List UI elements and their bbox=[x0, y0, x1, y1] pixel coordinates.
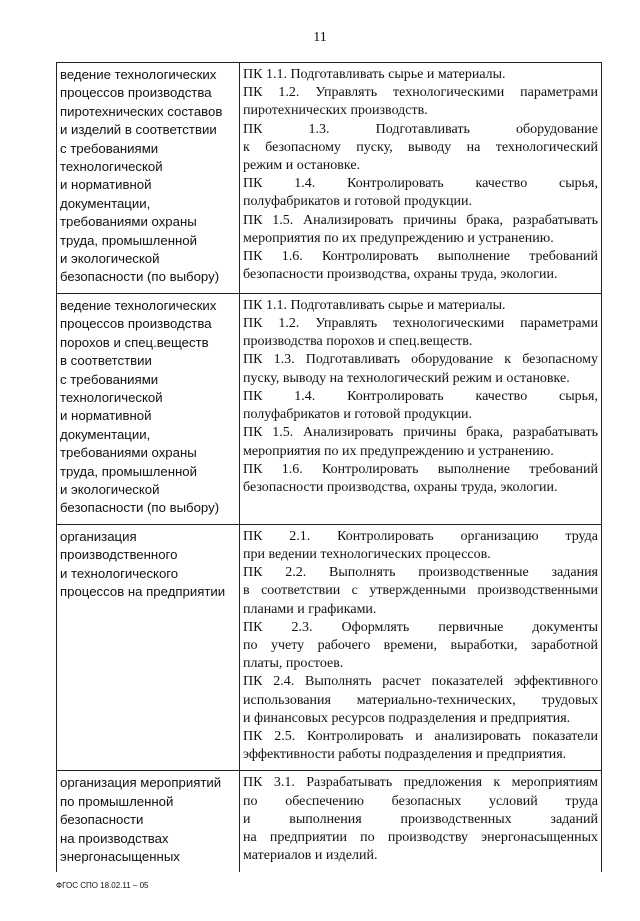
competency-line: материалов и изделий. bbox=[243, 848, 378, 864]
competency-item bbox=[243, 315, 598, 351]
activity-area-cell bbox=[57, 293, 240, 524]
competency-line: ПК 2.5. Контролировать и анализировать показатели bbox=[243, 728, 598, 744]
activity-area-line: с требованиями bbox=[60, 140, 159, 156]
activity-area-line: документации, bbox=[60, 195, 151, 211]
competency-line: полуфабрикатов и готовой продукции. bbox=[243, 407, 472, 423]
competency-item bbox=[243, 388, 598, 424]
competency-item bbox=[243, 121, 598, 176]
competency-item bbox=[243, 84, 598, 120]
competency-line: и финансовых ресурсов подразделения и предприятия. bbox=[243, 710, 571, 726]
activity-area-line: и технологического bbox=[60, 565, 179, 581]
competency-line: ПК 1.1. Подготавливать сырье и материалы. bbox=[243, 67, 506, 82]
activity-area-line: по промышленной bbox=[60, 793, 174, 809]
activity-area-line: процессов производства bbox=[60, 316, 212, 332]
activity-area-line: ведение технологических bbox=[60, 67, 217, 82]
activity-area-line: процессов на предприятии bbox=[60, 583, 226, 599]
competency-line: планами и графиками. bbox=[243, 601, 377, 617]
competency-line: ПК 1.6. Контролировать выполнение требований bbox=[243, 461, 598, 477]
activity-area-line: организация bbox=[60, 528, 137, 544]
competency-line: в соответствии с утвержденными производственными bbox=[243, 583, 598, 599]
activity-area-line: безопасности (по выбору) bbox=[60, 269, 220, 285]
competency-line: при ведении технологических процессов. bbox=[243, 546, 491, 562]
competency-line: ПК 2.3. Оформлять первичные документы bbox=[243, 619, 598, 635]
competency-line: ПК 1.4. Контролировать качество сырья, bbox=[243, 388, 598, 404]
competency-line: к безопасному пуску, выводу на технологический bbox=[243, 139, 598, 155]
activity-area-line: требованиями охраны bbox=[60, 214, 197, 230]
competency-line: использования материально-технических, трудовых bbox=[243, 692, 598, 708]
competency-line: полуфабрикатов и готовой продукции. bbox=[243, 194, 472, 210]
activity-area-line: труда, промышленной bbox=[60, 232, 197, 248]
table-row bbox=[57, 63, 602, 294]
activity-area-line: и экологической bbox=[60, 251, 160, 267]
competency-line: на предприятии по производству энергонасыщенных bbox=[243, 830, 598, 845]
activity-area-line: безопасности (по выбору) bbox=[60, 500, 220, 516]
competencies-cell bbox=[240, 524, 602, 771]
competency-line: эффективности работы подразделения и предприятия. bbox=[243, 747, 567, 763]
competency-line: безопасности производства, охраны труда, экологии. bbox=[243, 479, 558, 495]
competency-item bbox=[243, 175, 598, 211]
footer-standard-code: ФГОС СПО 18.02.11 – 05 bbox=[56, 881, 149, 890]
activity-area-cell bbox=[57, 524, 240, 771]
competency-line: ПК 1.5. Анализировать причины брака, разрабатывать bbox=[243, 425, 598, 441]
competency-line: мероприятия по их предупреждению и устранению. bbox=[243, 443, 554, 459]
activity-area-line: производственного bbox=[60, 547, 178, 563]
activity-area-line: процессов производства bbox=[60, 85, 212, 101]
competency-line: ПК 1.1. Подготавливать сырье и материалы. bbox=[243, 297, 506, 313]
competency-item bbox=[243, 461, 598, 497]
table-row bbox=[57, 293, 602, 524]
activity-area-cell bbox=[57, 771, 240, 873]
activity-area-line: требованиями охраны bbox=[60, 445, 197, 461]
competency-item bbox=[243, 528, 598, 564]
competency-table bbox=[56, 62, 602, 872]
competencies-cell bbox=[240, 293, 602, 524]
competency-item bbox=[243, 424, 598, 460]
competency-item bbox=[243, 297, 598, 315]
competency-item bbox=[243, 248, 598, 284]
competencies-cell bbox=[240, 771, 602, 873]
competency-item bbox=[243, 212, 598, 248]
activity-area-line: организация мероприятий bbox=[60, 775, 222, 791]
activity-area-line: труда, промышленной bbox=[60, 463, 197, 479]
competency-line: ПК 3.1. Разрабатывать предложения к мероприятиям bbox=[243, 775, 598, 791]
competency-item bbox=[243, 66, 598, 84]
page-number: 11 bbox=[313, 30, 327, 45]
competency-item bbox=[243, 774, 598, 865]
activity-area-line: в соответствии bbox=[60, 353, 152, 369]
activity-area-line: безопасности bbox=[60, 812, 144, 828]
activity-area-line: энергонасыщенных bbox=[60, 849, 180, 865]
competency-line: ПК 2.2. Выполнять производственные задания bbox=[243, 565, 598, 581]
competency-line: платы, простоев. bbox=[243, 656, 344, 672]
table-row bbox=[57, 771, 602, 873]
competency-line: ПК 2.1. Контролировать организацию труда bbox=[243, 528, 598, 544]
competency-line: безопасности производства, охраны труда, экологии. bbox=[243, 267, 558, 283]
activity-area-line: технологической bbox=[60, 159, 163, 175]
competency-line: по обеспечению безопасных условий труда bbox=[243, 793, 598, 809]
competency-line: ПК 1.4. Контролировать качество сырья, bbox=[243, 176, 598, 192]
competencies-cell bbox=[240, 63, 602, 294]
activity-area-line: и изделий в соответствии bbox=[60, 122, 217, 138]
activity-area-line: с требованиями bbox=[60, 371, 159, 387]
competency-line: производства порохов и спец.веществ. bbox=[243, 334, 473, 350]
competency-line: ПК 1.3. Подготавливать оборудование к безопасному bbox=[243, 352, 598, 368]
activity-area-line: порохов и спец.веществ bbox=[60, 334, 209, 350]
competency-item bbox=[243, 673, 598, 728]
competency-line: ПК 1.6. Контролировать выполнение требований bbox=[243, 249, 598, 265]
competency-line: пуску, выводу на технологический режим и остановке. bbox=[243, 370, 570, 386]
competency-line: мероприятия по их предупреждению и устранению. bbox=[243, 230, 554, 246]
activity-area-line: и нормативной bbox=[60, 177, 152, 193]
activity-area-line: и нормативной bbox=[60, 408, 152, 424]
activity-area-line: документации, bbox=[60, 426, 151, 442]
competency-item bbox=[243, 564, 598, 619]
competency-line: ПК 1.5. Анализировать причины брака, разрабатывать bbox=[243, 212, 598, 228]
competency-item bbox=[243, 351, 598, 387]
competency-line: ПК 2.4. Выполнять расчет показателей эффективного bbox=[243, 674, 598, 690]
competency-line: режим и остановке. bbox=[243, 158, 361, 174]
competency-line: пиротехнических производств. bbox=[243, 103, 428, 119]
table-row bbox=[57, 524, 602, 771]
competency-item bbox=[243, 619, 598, 674]
competency-line: ПК 1.3. Подготавливать оборудование bbox=[243, 121, 598, 137]
competency-line: ПК 1.2. Управлять технологическими параметрами bbox=[243, 316, 598, 332]
activity-area-line: технологической bbox=[60, 389, 163, 405]
activity-area-line: на производствах bbox=[60, 830, 169, 846]
competency-line: и выполнения производственных заданий bbox=[243, 811, 598, 827]
competency-line: по учету рабочего времени, выработки, заработной bbox=[243, 637, 598, 653]
activity-area-line: ведение технологических bbox=[60, 297, 217, 313]
activity-area-line: и экологической bbox=[60, 481, 160, 497]
activity-area-line: пиротехнических составов bbox=[60, 103, 223, 119]
competency-item bbox=[243, 728, 598, 764]
activity-area-cell bbox=[57, 63, 240, 294]
competency-line: ПК 1.2. Управлять технологическими параметрами bbox=[243, 85, 598, 101]
